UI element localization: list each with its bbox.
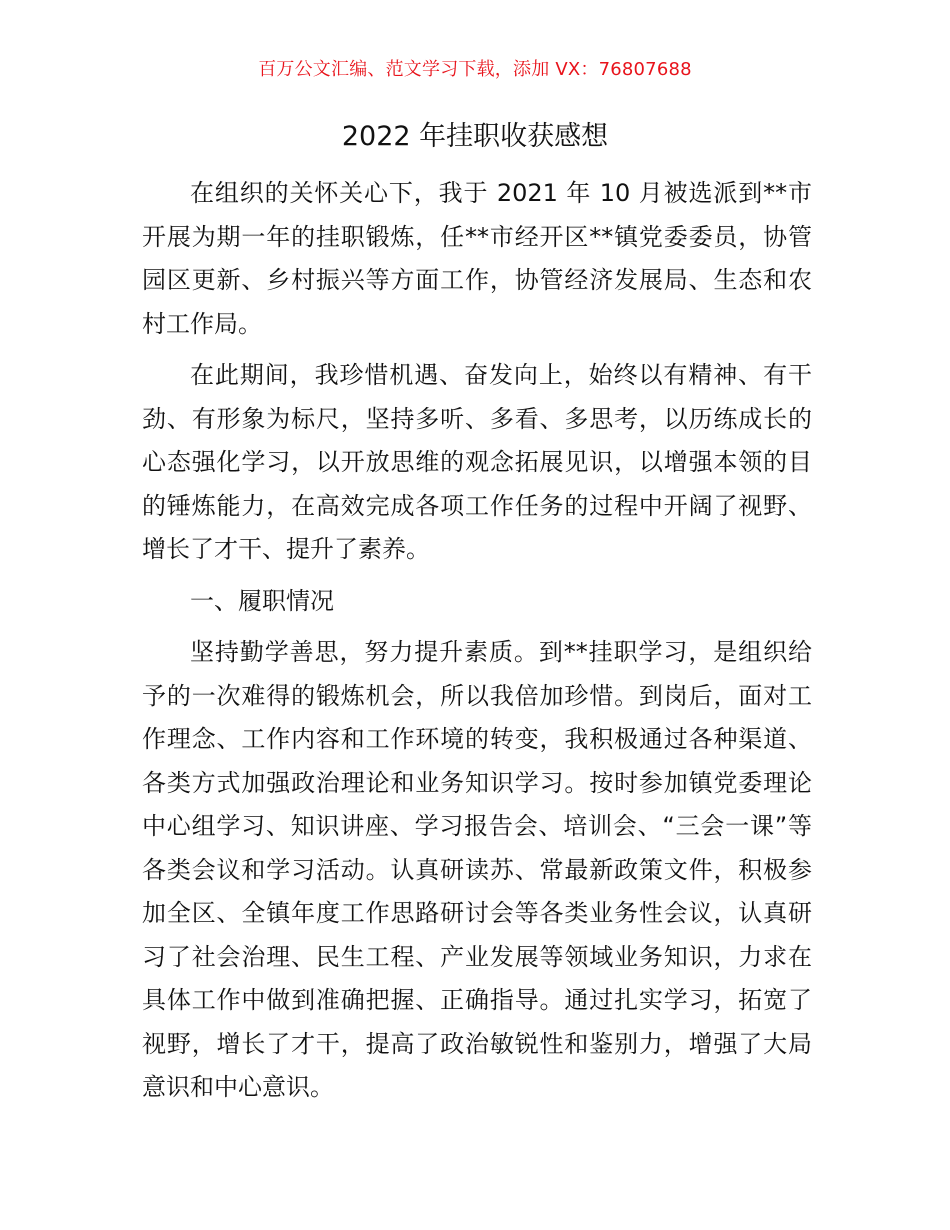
section-heading-duty: 一、履职情况: [190, 586, 334, 615]
document-body: [142, 172, 812, 1118]
paragraph-study: 坚持勤学善思，努力提升素质。到**挂职学习，是组织给予的一次难得的锻炼机会，所以我倍加珍惜。到岗后，面对工作理念、工作内容和工作环境的转变，我积极通过各种渠道、各类方式加强政治理论和业务知识学习。按时参加镇党委理论中心组学习、知识讲座、学习报告会、培训会、“三会一课”等各类会议和学习活动。认真研读苏、常最新政策文件，积极参加全区、全镇年度工作思路研讨会等各类业务性会议，认真研习了社会治理、民生工程、产业发展等领域业务知识，力求在具体工作中做到准确把握、正确指导。通过扎实学习，拓宽了视野，增长了才干，提高了政治敏锐性和鉴别力，增强了大局意识和中心意识。: [142, 638, 812, 1101]
paragraph-summary: 在此期间，我珍惜机遇、奋发向上，始终以有精神、有干劲、有形象为标尺，坚持多听、多看、多思考，以历练成长的心态强化学习，以开放思维的观念拓展见识，以增强本领的目的锤炼能力，在高效完成各项工作任务的过程中开阔了视野、增长了才干、提升了素养。: [142, 361, 812, 563]
document-title: 2022 年挂职收获感想: [341, 121, 609, 152]
watermark-banner: 百万公文汇编、范文学习下载，添加 VX：76807688: [258, 59, 692, 80]
paragraph-intro: 在组织的关怀关心下，我于 2021 年 10 月被选派到**市开展为期一年的挂职锻炼，任**市经开区**镇党委委员，协管园区更新、乡村振兴等方面工作，协管经济发展局、生态和农村工作局。: [142, 179, 812, 338]
